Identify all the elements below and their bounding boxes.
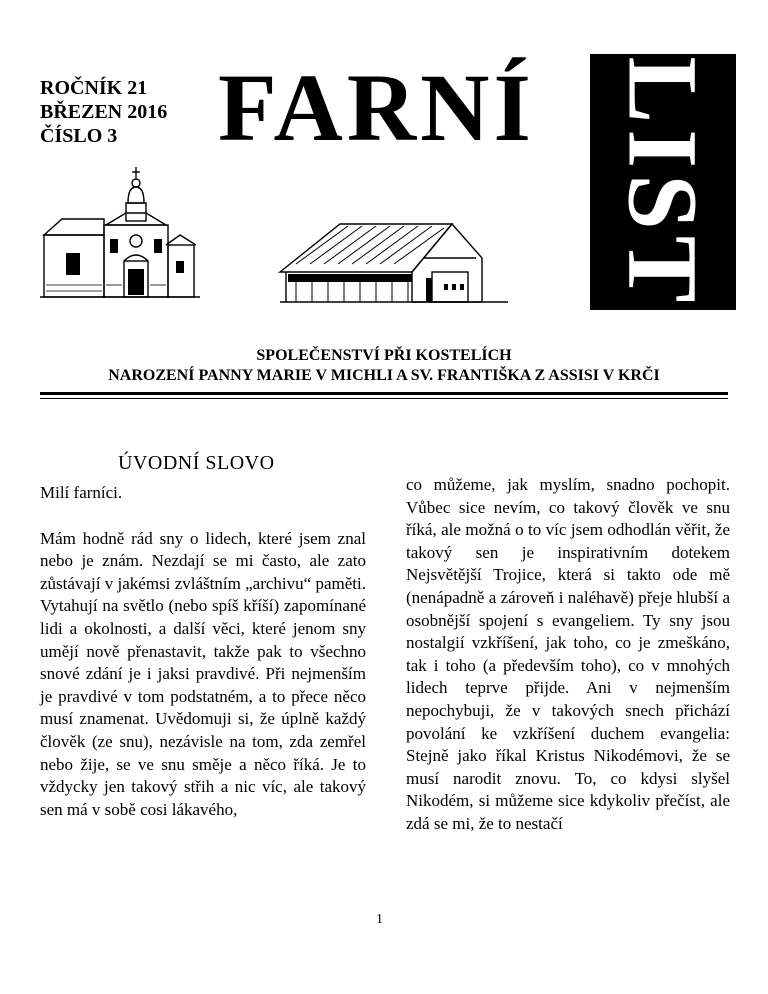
issue-volume: ROČNÍK 21 — [40, 77, 148, 99]
issue-info — [40, 76, 167, 148]
header-divider-thin — [40, 398, 728, 399]
header-divider-thick — [40, 392, 728, 395]
article-column-left — [40, 482, 366, 821]
page-number: 1 — [376, 912, 383, 927]
issue-number: ČÍSLO 3 — [40, 125, 118, 147]
church-michle-illustration — [40, 165, 200, 305]
subtitle-community: SPOLEČENSTVÍ PŘI KOSTELÍCH — [256, 347, 512, 364]
article-paragraph-right: co můžeme, jak myslím, snadno pochopit. Vůbec sice nevím, co takový člověk ve snu říká, ale možná o to víc jsem odhodlán věřit, že takový sen je inspirativním dotekem Nejsvětější Trojice, která si takto ode mě (nenápadně a zároveň i naléhavě) přeje hlubší a osobnější spojení s evangeliem. Ty sny jsou nostalgií vzkříšení, jak toho, co je zmeškáno, tak i toho (a především toho), co v mnohých lidech teprve přijde. Ani v nejmenším nepochybuji, že v takových snech přichází povolání ke vzkříšení duchem evangelia: Stejně jako říkal Kristus Nikodémovi, že se musí narodit znovu. To, co kdysi slyšel Nikodém, si můžeme sice kdykoliv přečíst, ale zdá se mi, že to nestačí — [406, 475, 730, 833]
masthead-title-list: LIST — [607, 56, 719, 308]
article-heading: ÚVODNÍ SLOVO — [118, 452, 275, 474]
church-krc-illustration — [276, 208, 512, 308]
masthead-title-farni: FARNÍ — [218, 54, 535, 161]
article-salutation: Milí farníci. — [40, 483, 123, 502]
article-paragraph-left: Mám hodně rád sny o lidech, které jsem znal nebo je znám. Nezdají se mi často, ale zato zůstávají v jakémsi zvláštním „archivu“ paměti. Vytahují na světlo (nebo spíš kříší) zapomínané lidi a okolnosti, a další věci, které jenom sny umějí nově přenastavit, takže pak to všechno snové zdání je i jaksi pravdivé. Při nejmenším je pravdivé v tom podstatném, a to přece něco musí znamenat. Uvědomuji si, že úplně každý člověk (ze snu), nezávisle na tom, zda zemřel nebo žije, se ve snu směje a něco říká. Je to vždycky jen takový střih a nic víc, ale takový sen má v sobě cosi lákavého, — [40, 528, 366, 819]
issue-date: BŘEZEN 2016 — [40, 101, 168, 123]
article-column-right — [406, 474, 730, 836]
subtitle-churches: NAROZENÍ PANNY MARIE V MICHLI A SV. FRANTIŠKA Z ASSISI V KRČI — [108, 367, 660, 384]
